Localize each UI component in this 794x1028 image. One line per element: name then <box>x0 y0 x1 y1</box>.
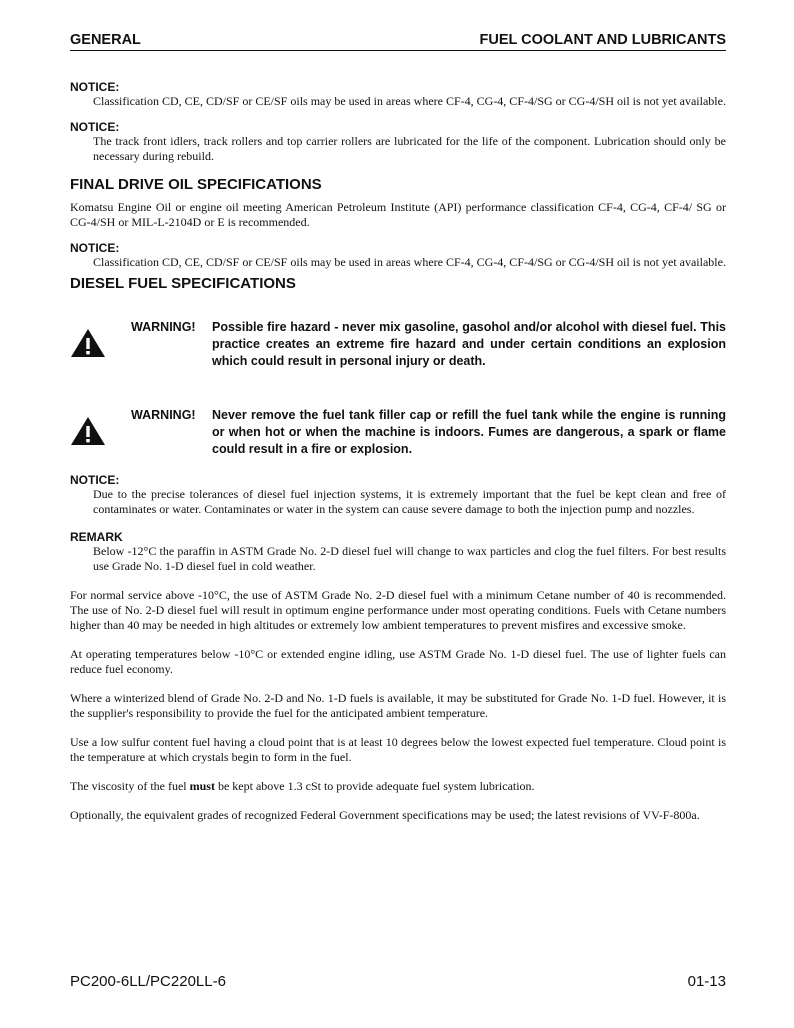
warning-triangle-icon <box>70 328 106 358</box>
section-title-final-drive: FINAL DRIVE OIL SPECIFICATIONS <box>70 176 322 193</box>
warning-text: Never remove the fuel tank filler cap or refill the fuel tank while the engine is running or when hot or when the machine is indoors. Fumes are dangerous, a spark or flame could result in a fire or explosion. <box>212 408 726 456</box>
notice-label: NOTICE: <box>70 241 120 255</box>
notice-block <box>70 473 726 517</box>
header-chapter: FUEL COOLANT AND LUBRICANTS <box>479 32 726 48</box>
notice-label: NOTICE: <box>70 120 120 134</box>
body-paragraph <box>70 779 726 794</box>
footer-model: PC200-6LL/PC220LL-6 <box>70 973 226 990</box>
notice-label: NOTICE: <box>70 473 120 487</box>
notice-block <box>70 120 726 164</box>
warning-label: WARNING! <box>131 320 196 334</box>
notice-label: NOTICE: <box>70 80 120 94</box>
body-paragraph: For normal service above -10°C, the use of ASTM Grade No. 2-D diesel fuel with a minimum Cetane number of 40 is recommended. The use of No. 2-D diesel fuel will result in optimum engine performance under most operating conditions. Fuels with Cetane numbers higher than 40 may be needed in high altitudes or extremely low ambient temperatures to prevent misfires and excessive smoke. <box>70 588 726 632</box>
body-paragraph: At operating temperatures below -10°C or extended engine idling, use ASTM Grade No. 1-D diesel fuel. The use of lighter fuels can reduce fuel economy. <box>70 647 726 676</box>
notice-block <box>70 241 726 270</box>
viscosity-emphasis: must <box>189 779 215 793</box>
header-section: GENERAL <box>70 32 141 48</box>
remark-label: REMARK <box>70 530 123 544</box>
page-number: 01-13 <box>687 973 726 990</box>
notice-text: The track front idlers, track rollers and top carrier rollers are lubricated for the life of the component. Lubrication should only be necessary during rebuild. <box>93 134 726 163</box>
warning-text: Possible fire hazard - never mix gasoline, gasohol and/or alcohol with diesel fuel. This practice creates an extreme fire hazard and under certain conditions an explosion which could result in personal injury or death. <box>212 320 726 368</box>
page-content <box>70 80 726 823</box>
remark-block <box>70 530 726 574</box>
remark-text: Below -12°C the paraffin in ASTM Grade No. 2-D diesel fuel will change to wax particles and clog the fuel filters. For best results use Grade No. 1-D diesel fuel in cold weather. <box>93 544 726 573</box>
page-header <box>70 32 726 51</box>
section-title-diesel-fuel: DIESEL FUEL SPECIFICATIONS <box>70 275 296 292</box>
warning-block <box>70 319 726 379</box>
body-paragraph: Use a low sulfur content fuel having a cloud point that is at least 10 degrees below the lowest expected fuel temperature. Cloud point is the temperature at which crystals begin to form in the fuel. <box>70 735 726 764</box>
warning-triangle-icon <box>70 416 106 446</box>
viscosity-text-end: be kept above 1.3 cSt to provide adequate fuel system lubrication. <box>214 779 535 793</box>
notice-text: Due to the precise tolerances of diesel fuel injection systems, it is extremely important that the fuel be kept clean and free of contaminates or water. Contaminates or water in the system can cause severe damage to both the injection pump and nozzles. <box>93 487 726 516</box>
final-drive-text: Komatsu Engine Oil or engine oil meeting American Petroleum Institute (API) performance classification CF-4, CG-4, CF-4/ SG or CG-4/SH or MIL-L-2104D or E is recommended. <box>70 200 726 229</box>
notice-block <box>70 80 726 109</box>
warning-block <box>70 407 726 467</box>
body-paragraph: Where a winterized blend of Grade No. 2-D and No. 1-D fuels is available, it may be substituted for Grade No. 1-D fuel. However, it is the supplier's responsibility to provide the fuel for the anticipated ambient temperature. <box>70 691 726 720</box>
page-footer <box>70 973 726 990</box>
notice-text: Classification CD, CE, CD/SF or CE/SF oils may be used in areas where CF-4, CG-4, CF-4/SG or CG-4/SH oil is not yet available. <box>93 94 726 108</box>
viscosity-text-start: The viscosity of the fuel <box>70 779 190 793</box>
warning-label: WARNING! <box>131 408 196 422</box>
notice-text: Classification CD, CE, CD/SF or CE/SF oils may be used in areas where CF-4, CG-4, CF-4/SG or CG-4/SH oil is not yet available. <box>93 255 726 269</box>
body-paragraph: Optionally, the equivalent grades of recognized Federal Government specifications may be used; the latest revisions of VV-F-800a. <box>70 808 700 822</box>
